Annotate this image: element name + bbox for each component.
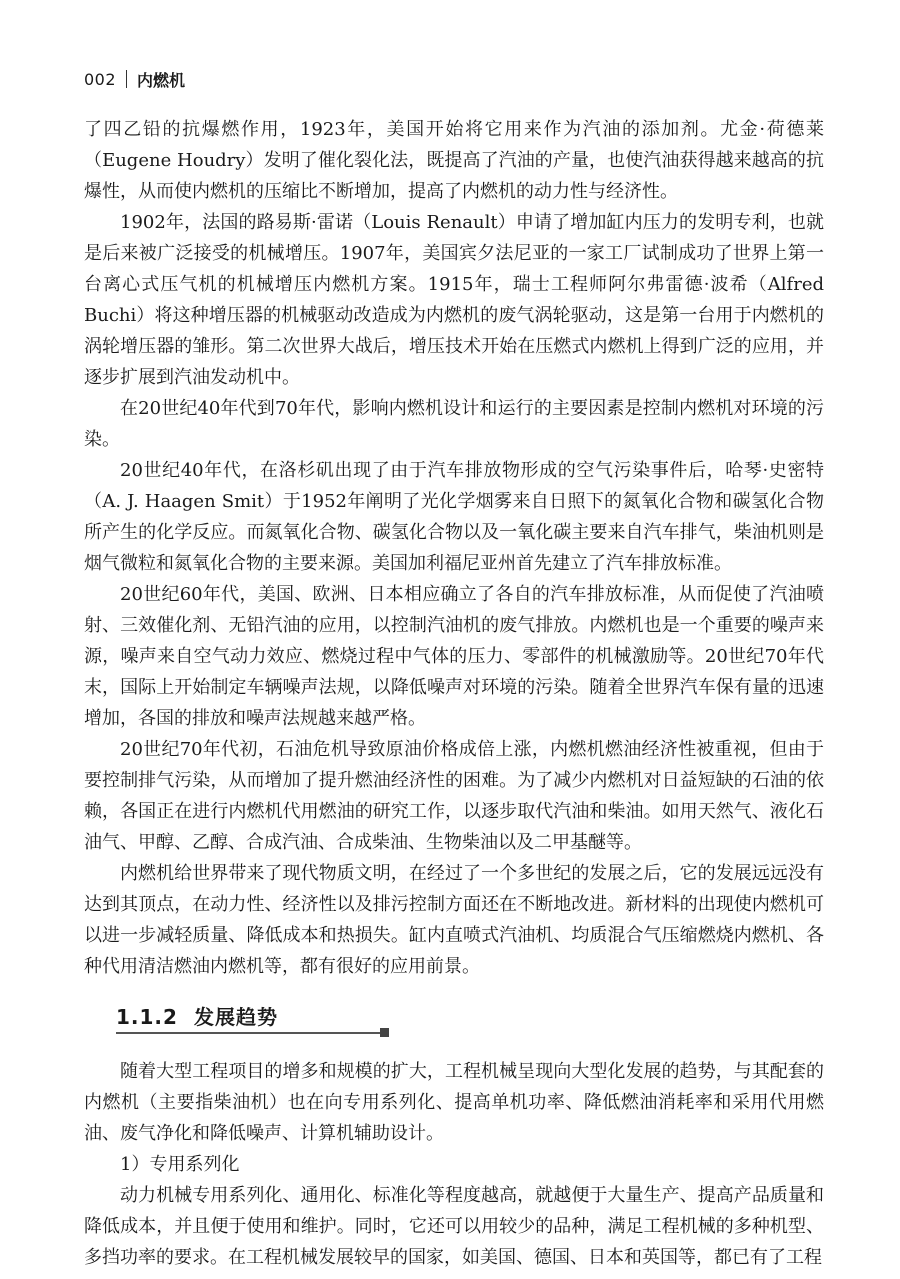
page-header [84, 66, 185, 92]
paragraph-specialization: 动力机械专用系列化、通用化、标准化等程度越高，就越便于大量生产、提高产品质量和降低成本，并且便于使用和维护。同时，它还可以用较少的品种，满足工程机械的多种机型、多挡功率的要求。在工程机械发展较早的国家，如美国、德国、日本和英国等，都已有了工程 [84, 1185, 824, 1268]
section-heading [84, 998, 824, 1038]
paragraph-continued: 了四乙铅的抗爆燃作用，1923年，美国开始将它用来作为汽油的添加剂。尤金·荷德莱（Eugene Houdry）发明了催化裂化法，既提高了汽油的产量，也使汽油获得越来越高的抗爆性，从而使内燃机的压缩比不断增加，提高了内燃机的动力性与经济性。 [84, 119, 824, 202]
paragraph-prospects: 内燃机给世界带来了现代物质文明，在经过了一个多世纪的发展之后，它的发展远远没有达到其顶点，在动力性、经济性以及排污控制方面还在不断地改进。新材料的出现使内燃机可以进一步减轻质量、降低成本和热损失。缸内直喷式汽油机、均质混合气压缩燃烧内燃机、各种代用清洁燃油内燃机等，都有很好的应用前景。 [84, 863, 824, 977]
section-label [116, 1002, 278, 1033]
paragraph-trends-intro: 随着大型工程项目的增多和规模的扩大，工程机械呈现向大型化发展的趋势，与其配套的内燃机（主要指柴油机）也在向专用系列化、提高单机功率、降低燃油消耗率和采用代用燃油、废气净化和降低噪声、计算机辅助设计。 [84, 1061, 824, 1144]
page-number: 002 [84, 69, 117, 89]
paragraph-pollution-intro: 在20世纪40年代到70年代，影响内燃机设计和运行的主要因素是控制内燃机对环境的污染。 [84, 398, 824, 450]
section-underline [116, 1032, 384, 1034]
paragraph-1940s: 20世纪40年代，在洛杉矶出现了由于汽车排放物形成的空气污染事件后，哈琴·史密特（A. J. Haagen Smit）于1952年阐明了光化学烟雾来自日照下的氮氧化合物和碳氢化合物所产生的化学反应。而氮氧化合物、碳氢化合物以及一氧化碳主要来自汽车排气，柴油机则是烟气微粒和氮氧化合物的主要来源。美国加利福尼亚州首先建立了汽车排放标准。 [84, 460, 824, 574]
header-divider [126, 70, 127, 88]
page-body [84, 114, 824, 1273]
list-item-heading: 1）专用系列化 [120, 1154, 240, 1175]
book-title: 内燃机 [137, 70, 186, 90]
paragraph-supercharging: 1902年，法国的路易斯·雷诺（Louis Renault）申请了增加缸内压力的发明专利，也就是后来被广泛接受的机械增压。1907年，美国宾夕法尼亚的一家工厂试制成功了世界上第一台离心式压气机的机械增压内燃机方案。1915年，瑞士工程师阿尔弗雷德·波希（Alfred Buchi）将这种增压器的机械驱动改造成为内燃机的废气涡轮驱动，这是第一台用于内燃机的涡轮增压器的雏形。第二次世界大战后，增压技术开始在压燃式内燃机上得到广泛的应用，并逐步扩展到汽油发动机中。 [84, 212, 824, 388]
paragraph-1970s: 20世纪70年代初，石油危机导致原油价格成倍上涨，内燃机燃油经济性被重视，但由于要控制排气污染，从而增加了提升燃油经济性的困难。为了减少内燃机对日益短缺的石油的依赖，各国正在进行内燃机代用燃油的研究工作，以逐步取代汽油和柴油。如用天然气、液化石油气、甲醇、乙醇、合成汽油、合成柴油、生物柴油以及二甲基醚等。 [84, 739, 824, 853]
section-marker [380, 1028, 389, 1037]
section-number: 1.1.2 [116, 1005, 178, 1029]
paragraph-1960s: 20世纪60年代，美国、欧洲、日本相应确立了各自的汽车排放标准，从而促使了汽油喷射、三效催化剂、无铅汽油的应用，以控制汽油机的废气排放。内燃机也是一个重要的噪声来源，噪声来自空气动力效应、燃烧过程中气体的压力、零部件的机械激励等。20世纪70年代末，国际上开始制定车辆噪声法规，以降低噪声对环境的污染。随着全世界汽车保有量的迅速增加，各国的排放和噪声法规越来越严格。 [84, 584, 824, 729]
section-title: 发展趋势 [193, 1005, 278, 1029]
